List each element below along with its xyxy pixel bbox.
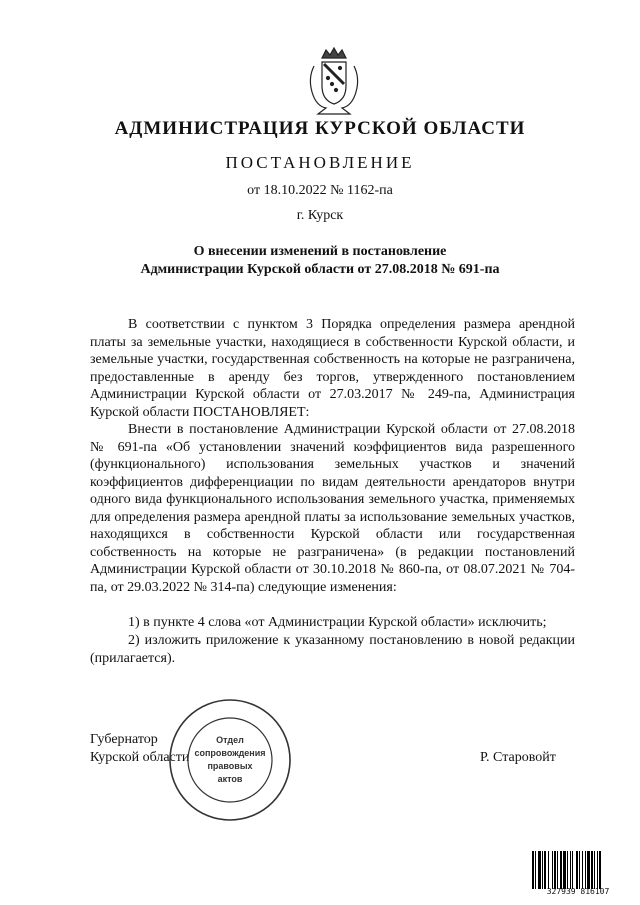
barcode-bar [532,851,534,889]
body-paragraph-1-text: В соответствии с пунктом 3 Порядка определения размера арендной платы за земельные участки, находящиеся в собственности Курской области, и земельные участки, государственная собственность на которые не разграничена, предоставленные в аренду без торгов, утвержденного постановлением Администрации Курской области от 27.03.2017 № 249-па, Администрация Курской области ПОСТАНОВЛЯЕТ: [90,317,575,420]
barcode-bar [572,851,573,889]
barcode-bar [594,851,595,889]
barcode-number: 327939 816107 [546,887,610,896]
stamp-inner-ring [188,718,272,802]
subject-line-2: Администрации Курской области от 27.08.2018 № 691-па [140,262,500,277]
barcode-bar [570,851,571,889]
barcode-bar [599,851,601,889]
barcode-bar [585,851,586,889]
body-paragraph-3-text: 1) в пункте 4 слова «от Администрации Курской области» исключить; [128,615,547,630]
barcode [531,848,625,892]
barcode-bar [557,851,558,889]
kursk-coat-of-arms-icon [304,44,364,116]
signatory-name: Р. Старовойт [480,750,556,765]
body-paragraph-4-text: 2) изложить приложение к указанному постановлению в новой редакции (прилагается). [90,633,575,666]
barcode-bar [591,851,593,889]
barcode-bar [563,851,566,889]
organization-title: АДМИНИСТРАЦИЯ КУРСКОЙ ОБЛАСТИ [114,118,526,139]
barcode-bar [587,851,590,889]
body-paragraph-2 [90,421,575,596]
barcode-bar [542,851,543,889]
subject-line-1: О внесении изменений в постановление [193,244,447,259]
barcode-bar [544,851,546,889]
signatory-title-line-2: Курской области [90,750,190,765]
body-paragraph-1 [90,316,575,421]
barcode-bar [579,851,580,889]
signatory-title-line-1: Губернатор [90,732,158,747]
stamp-line-1: Отдел [216,735,244,745]
barcode-bar [535,851,536,889]
barcode-bar [567,851,568,889]
stamp-line-3: правовых [207,761,253,771]
document-type: ПОСТАНОВЛЕНИЕ [225,153,415,172]
body-paragraph-4 [90,632,575,667]
stamp-line-4: актов [217,774,243,784]
barcode-bar [548,851,549,889]
barcode-bar [554,851,556,889]
body-paragraph-2-text: Внести в постановление Администрации Курской области от 27.08.2018 № 691-па «Об установлении значений коэффициентов вида разрешенного (функционального) использования земельных участков и значений коэффициентов дифференциации по видам деятельности арендаторов внутри одного вида функционального использования земельного участка, применяемых для определения размера арендной платы за использование земельных участков, находящихся в собственности Курской области или государственная собственность на которые не разграничена» (в редакции постановлений Администрации Курской области от 30.10.2018 № 860-па, от 08.07.2021 № 704-па, от 29.03.2022 № 314-па) следующие изменения: [90,422,575,595]
body-paragraph-3 [90,614,575,632]
barcode-bar [576,851,578,889]
document-date-number: от 18.10.2022 № 1162-па [247,183,393,198]
stamp [166,696,294,824]
stamp-line-2: сопровождения [194,748,266,758]
barcode-bar [552,851,553,889]
barcode-bar [538,851,541,889]
barcode-bar [597,851,598,889]
barcode-bar [560,851,562,889]
document-city: г. Курск [296,208,344,223]
barcode-bar [582,851,583,889]
